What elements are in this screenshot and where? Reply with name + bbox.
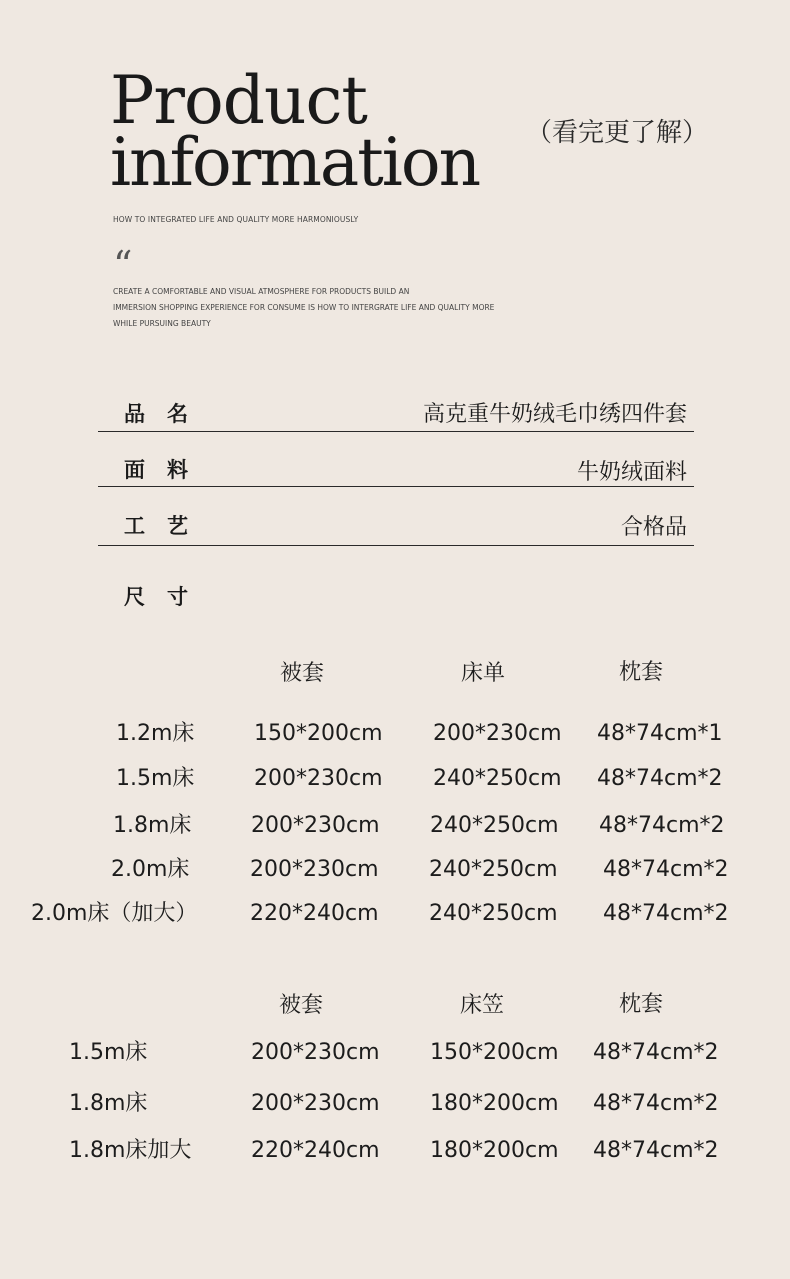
table2-duvet: 200*230cm [251, 1091, 380, 1116]
table2-header-fitted: 床笠 [460, 993, 505, 1018]
table1-bed: 2.0m床 [111, 857, 190, 882]
table1-bed: 2.0m床（加大） [31, 901, 198, 926]
craft-value: 合格品 [620, 515, 687, 540]
table1-sheet: 240*250cm [429, 901, 558, 926]
size-label: 尺寸 [124, 585, 210, 609]
table2-fitted: 150*200cm [430, 1040, 559, 1065]
table1-pillow: 48*74cm*2 [603, 857, 729, 882]
table2-duvet: 200*230cm [251, 1040, 380, 1065]
table1-sheet: 240*250cm [429, 857, 558, 882]
table1-duvet: 220*240cm [250, 901, 379, 926]
title-line-1: Product [110, 62, 367, 139]
product-name-value: 高克重牛奶绒毛巾绣四件套 [422, 402, 687, 427]
table1-sheet: 240*250cm [430, 813, 559, 838]
description-line-3: WHILE PURSUING BEAUTY [113, 319, 211, 328]
table2-bed: 1.8m床 [69, 1091, 148, 1116]
table2-fitted: 180*200cm [430, 1091, 559, 1116]
table1-duvet: 200*230cm [254, 766, 383, 791]
table1-bed: 1.8m床 [113, 813, 192, 838]
product-name-label: 品名 [124, 402, 210, 426]
table2-duvet: 220*240cm [251, 1138, 380, 1163]
table2-pillow: 48*74cm*2 [593, 1040, 719, 1065]
table1-bed: 1.5m床 [116, 766, 195, 791]
table1-header-pillow: 枕套 [619, 660, 664, 685]
divider [98, 431, 694, 432]
divider [98, 545, 694, 546]
table2-pillow: 48*74cm*2 [593, 1091, 719, 1116]
table2-header-duvet: 被套 [279, 993, 324, 1018]
table2-pillow: 48*74cm*2 [593, 1138, 719, 1163]
table2-bed: 1.8m床加大 [69, 1138, 192, 1163]
craft-label: 工艺 [124, 514, 210, 538]
title-line-2: information [110, 124, 480, 201]
table1-duvet: 200*230cm [251, 813, 380, 838]
table1-pillow: 48*74cm*2 [599, 813, 725, 838]
table1-duvet: 200*230cm [250, 857, 379, 882]
table2-header-pillow: 枕套 [619, 992, 664, 1017]
read-more-note: （看完更了解） [526, 118, 709, 148]
table1-pillow: 48*74cm*2 [597, 766, 723, 791]
description-line-2: IMMERSION SHOPPING EXPERIENCE FOR CONSUME IS HOW TO INTERGRATE LIFE AND QUALITY MORE [113, 303, 495, 312]
quote-mark-icon: “ [113, 243, 133, 287]
table1-pillow: 48*74cm*2 [603, 901, 729, 926]
tagline: HOW TO INTEGRATED LIFE AND QUALITY MORE HARMONIOUSLY [113, 215, 359, 224]
description-line-1: CREATE A COMFORTABLE AND VISUAL ATMOSPHERE FOR PRODUCTS BUILD AN [113, 287, 410, 296]
table2-bed: 1.5m床 [69, 1040, 148, 1065]
table1-header-duvet: 被套 [280, 661, 325, 686]
table1-pillow: 48*74cm*1 [597, 721, 723, 746]
table1-sheet: 200*230cm [433, 721, 562, 746]
table2-fitted: 180*200cm [430, 1138, 559, 1163]
fabric-label: 面料 [124, 458, 210, 482]
table1-bed: 1.2m床 [116, 721, 195, 746]
table1-duvet: 150*200cm [254, 721, 383, 746]
divider [98, 486, 694, 487]
table1-header-sheet: 床单 [461, 661, 506, 686]
fabric-value: 牛奶绒面料 [576, 460, 687, 485]
table1-sheet: 240*250cm [433, 766, 562, 791]
